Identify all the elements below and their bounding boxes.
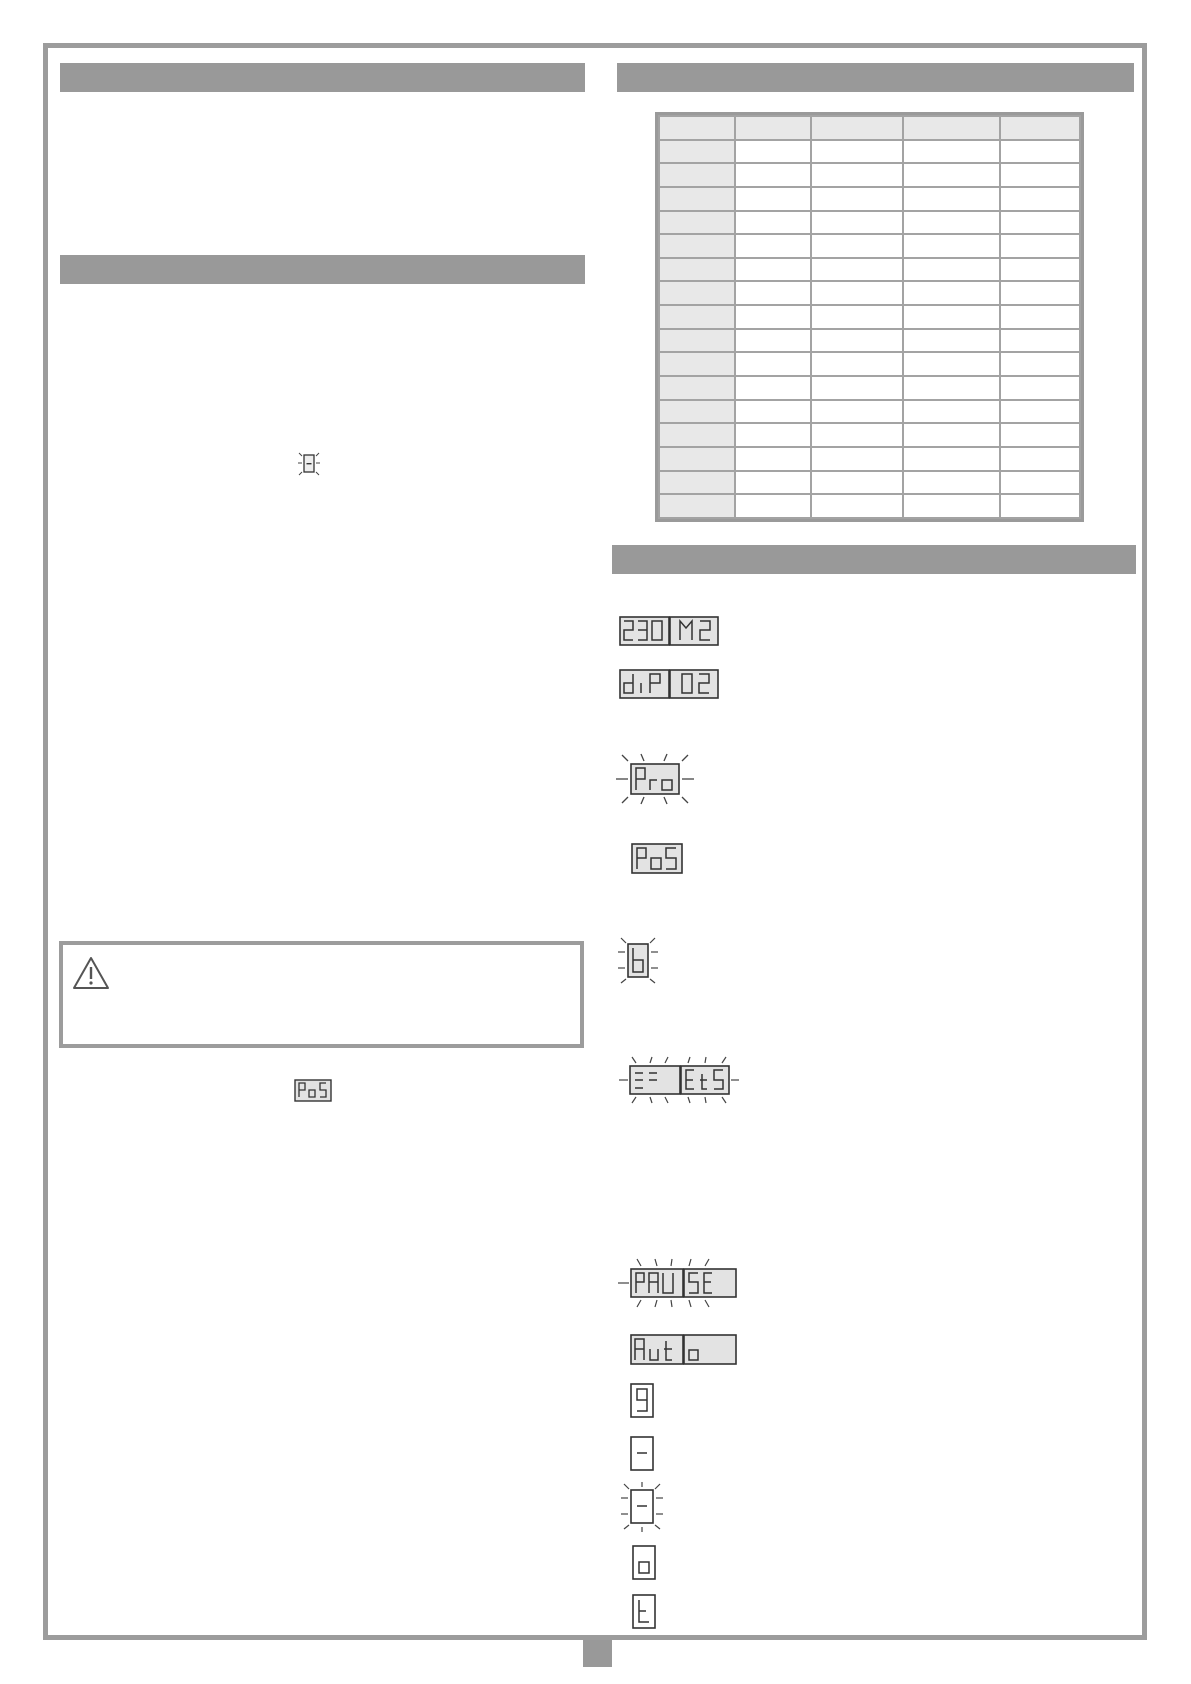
table-cell <box>1000 116 1080 140</box>
table-cell <box>903 447 1000 471</box>
table-cell <box>1000 494 1080 518</box>
table-row <box>659 400 1080 424</box>
table-cell <box>811 423 904 447</box>
table-cell <box>659 329 735 353</box>
table-cell <box>659 447 735 471</box>
table-cell <box>811 376 904 400</box>
table-cell <box>735 494 811 518</box>
table-cell <box>1000 423 1080 447</box>
blinking-dash-small-icon <box>297 450 321 478</box>
parameter-table <box>655 112 1084 522</box>
table-cell <box>1000 471 1080 495</box>
table-cell <box>811 305 904 329</box>
lcd-display-b-blinking <box>617 936 659 986</box>
table-cell <box>735 140 811 164</box>
parameter-grid <box>658 115 1081 519</box>
table-cell <box>903 400 1000 424</box>
table-cell <box>903 376 1000 400</box>
table-cell <box>1000 258 1080 282</box>
table-cell <box>903 211 1000 235</box>
table-cell <box>659 400 735 424</box>
table-cell <box>735 187 811 211</box>
table-row <box>659 211 1080 235</box>
table-row <box>659 140 1080 164</box>
lcd-display-dash-blinking <box>620 1482 664 1532</box>
table-cell <box>735 281 811 305</box>
table-cell <box>811 494 904 518</box>
table-cell <box>659 281 735 305</box>
table-cell <box>811 187 904 211</box>
table-cell <box>903 163 1000 187</box>
table-cell <box>735 400 811 424</box>
table-row <box>659 234 1080 258</box>
table-cell <box>903 281 1000 305</box>
table-cell <box>735 352 811 376</box>
table-cell <box>1000 281 1080 305</box>
table-cell <box>659 376 735 400</box>
table-cell <box>903 187 1000 211</box>
table-row <box>659 187 1080 211</box>
lcd-display-t <box>632 1594 656 1629</box>
table-cell <box>811 211 904 235</box>
table-cell <box>659 305 735 329</box>
table-header-row <box>659 116 1080 140</box>
table-cell <box>903 305 1000 329</box>
table-row <box>659 352 1080 376</box>
table-cell <box>735 305 811 329</box>
table-cell <box>659 116 735 140</box>
table-cell <box>659 352 735 376</box>
table-cell <box>1000 400 1080 424</box>
section-header-bar-left-2 <box>60 255 585 284</box>
table-cell <box>735 423 811 447</box>
table-cell <box>811 234 904 258</box>
section-header-bar-right-1 <box>617 63 1134 92</box>
table-cell <box>659 140 735 164</box>
table-cell <box>811 352 904 376</box>
table-cell <box>735 376 811 400</box>
table-cell <box>811 163 904 187</box>
table-row <box>659 376 1080 400</box>
table-cell <box>1000 447 1080 471</box>
table-row <box>659 305 1080 329</box>
table-cell <box>735 116 811 140</box>
table-cell <box>811 447 904 471</box>
table-cell <box>1000 163 1080 187</box>
table-cell <box>1000 329 1080 353</box>
table-cell <box>811 116 904 140</box>
table-cell <box>659 494 735 518</box>
lcd-display-pro-blinking <box>614 752 696 806</box>
table-row <box>659 163 1080 187</box>
table-cell <box>1000 305 1080 329</box>
table-cell <box>735 163 811 187</box>
table-cell <box>659 471 735 495</box>
table-cell <box>811 281 904 305</box>
table-cell <box>903 471 1000 495</box>
table-cell <box>1000 187 1080 211</box>
table-cell <box>811 471 904 495</box>
lcd-display-dash <box>630 1436 654 1471</box>
table-cell <box>659 234 735 258</box>
table-row <box>659 258 1080 282</box>
table-row <box>659 494 1080 518</box>
table-cell <box>903 423 1000 447</box>
section-header-bar-right-2 <box>612 545 1136 574</box>
table-cell <box>735 234 811 258</box>
warning-box <box>59 941 584 1048</box>
table-cell <box>735 211 811 235</box>
table-row <box>659 471 1080 495</box>
table-cell <box>1000 211 1080 235</box>
table-cell <box>1000 140 1080 164</box>
table-cell <box>811 140 904 164</box>
lcd-display-dashes-ets-blinking <box>618 1056 740 1104</box>
table-cell <box>1000 376 1080 400</box>
table-cell <box>903 140 1000 164</box>
section-header-bar-left-1 <box>60 63 585 92</box>
table-cell <box>903 329 1000 353</box>
table-cell <box>903 234 1000 258</box>
table-cell <box>811 329 904 353</box>
table-row <box>659 281 1080 305</box>
table-cell <box>735 329 811 353</box>
table-cell <box>659 163 735 187</box>
lcd-display-pause-blinking <box>617 1257 739 1309</box>
table-cell <box>903 494 1000 518</box>
table-cell <box>735 258 811 282</box>
table-cell <box>1000 352 1080 376</box>
lcd-display-230-m2 <box>619 616 719 646</box>
pos-small-display-icon <box>294 1079 332 1102</box>
table-cell <box>903 258 1000 282</box>
lcd-display-dip-02 <box>619 669 719 699</box>
table-cell <box>903 116 1000 140</box>
lcd-display-pos <box>631 843 683 874</box>
lcd-display-digit-9 <box>630 1383 654 1418</box>
table-cell <box>659 423 735 447</box>
table-cell <box>1000 234 1080 258</box>
table-cell <box>659 258 735 282</box>
table-cell <box>735 471 811 495</box>
table-cell <box>659 211 735 235</box>
lcd-display-auto <box>630 1334 737 1365</box>
lcd-display-o <box>632 1545 656 1580</box>
warning-triangle-icon <box>71 955 111 991</box>
table-cell <box>659 187 735 211</box>
table-cell <box>735 447 811 471</box>
table-row <box>659 329 1080 353</box>
table-row <box>659 423 1080 447</box>
table-cell <box>811 400 904 424</box>
table-row <box>659 447 1080 471</box>
table-cell <box>903 352 1000 376</box>
page-number-tab <box>583 1640 612 1667</box>
table-cell <box>811 258 904 282</box>
